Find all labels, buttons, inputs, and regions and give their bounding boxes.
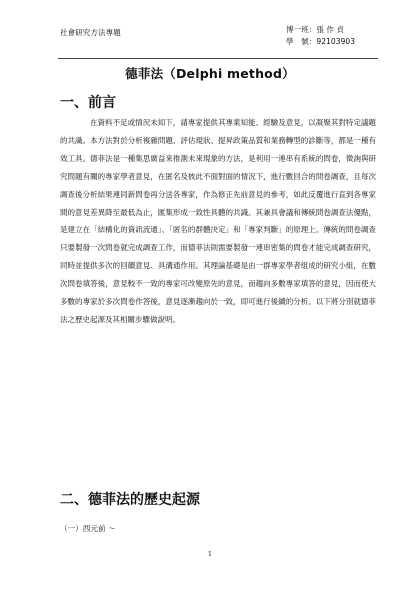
- header-id-line: 學 號：92103903: [286, 37, 356, 46]
- intro-paragraph: 在資料不足或情況未知下，請專家提供其專業知能、經驗及意見，以凝聚其對特定議題的共識。本方法對於分析複雜問題、評估現狀、提昇政策品質和業務轉型的診斷等，都是一種有效工具。德菲法是一種集思廣益來推測未來現象的方法，是利用一連串有系統的問卷，徵詢與研究問題有關的專家學者意見，在匿名及彼此不面對面的情況下，進行數回合的問卷調查，且每次調查後分析結果連同新問卷再分送各專家，作為修正先前意見的參考，如此反覆進行直到各專家間的意見差異降至最低為止，匯集形成一致性具體的共識。其兼具會議和傳統問卷調查法優點，是建立在「結構化的資訊流通」、「匿名的群體決定」和「專家判斷」的原理上。傳統的問卷調查只要製發一次問卷就完成調查工作，而德菲法則需要製發一連串密集的問卷才能完成調查研究，同時並提供多次的回饋意見、具溝通作用。其理論基礎是由一群專家學者組成的研究小組，在數次問卷填答後，意見較不一致的專家可改變原先的意見，而趨向多數專家填答的意見，因而使大多數的專家於多次問卷作答後，意見逐漸趨向於一致，即可進行後續的分析。以下將分別就德菲法之歷史起源及其相關步驟做說明。: [60, 118, 376, 324]
- page-number: 1: [207, 550, 213, 558]
- header-author-block: [286, 24, 376, 48]
- section-heading-history: 二、德菲法的歷史起源: [60, 492, 200, 508]
- header-course: 社會研究方法專題: [60, 28, 121, 37]
- section-heading-intro: 一、前言: [60, 95, 116, 111]
- subsection-heading: （一）西元前 ～: [60, 524, 116, 533]
- header-rule: [58, 58, 378, 59]
- header-class-line: 博一班：張 作 貞: [286, 25, 344, 34]
- document-title: 德菲法（Delphi method）: [125, 66, 295, 81]
